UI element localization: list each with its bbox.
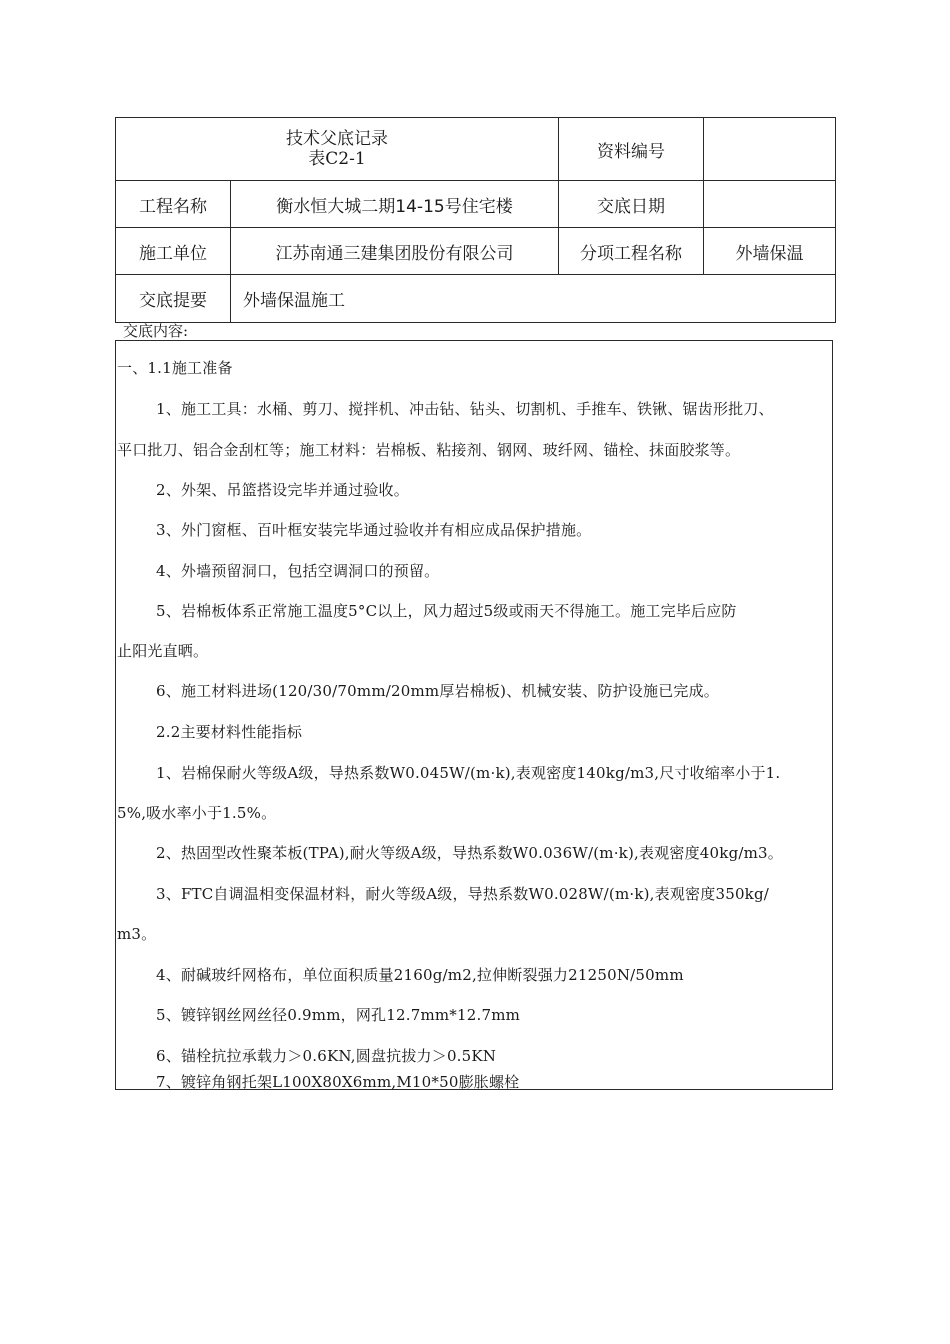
content-line: 1、岩棉保耐火等级A级，导热系数W0.045W/(m·k),表观密度140kg/m3,尺寸收缩率小于1. <box>156 764 781 782</box>
content-line: 2、热固型改性聚苯板(TPA),耐火等级A级，导热系数W0.036W/(m·k),表观密度40kg/m3。 <box>156 844 783 862</box>
project-value: 衡水恒大城二期14-15号住宅楼 <box>231 181 559 228</box>
content-line: 7、镀锌角钢托架L100X80X6mm,M10*50膨胀螺栓 <box>156 1073 520 1091</box>
content-line: 4、耐碱玻纤网格布，单位面积质量2160g/m2,拉伸断裂强力21250N/50mm <box>156 966 684 984</box>
content-line: 1、施工工具：水桶、剪刀、搅拌机、冲击钻、钻头、切割机、手推车、铁锹、锯齿形批刀、 <box>156 400 774 418</box>
record-title-line2: 表C2-1 <box>308 149 366 169</box>
record-title-line1: 技术父底记录 <box>286 129 388 149</box>
content-line: 2.2主要材料性能指标 <box>156 723 303 741</box>
sub-project-value: 外墙保温 <box>704 228 836 275</box>
content-body <box>115 340 833 1090</box>
content-label: 交底内容: <box>123 322 189 340</box>
summary-value: 外墙保温施工 <box>231 275 836 323</box>
content-line: 3、FTC自调温相变保温材料，耐火等级A级，导热系数W0.028W/(m·k),表观密度350kg/ <box>156 885 770 903</box>
unit-label: 施工单位 <box>116 228 231 275</box>
sub-project-label: 分项工程名称 <box>559 228 704 275</box>
header-table <box>115 117 836 323</box>
content-line: 5、岩棉板体系正常施工温度5°C以上，风力超过5级或雨天不得施工。施工完毕后应防 <box>156 602 737 620</box>
content-line: 2、外架、吊篮搭设完毕并通过验收。 <box>156 481 409 499</box>
content-line: m3。 <box>117 925 157 943</box>
content-line: 4、外墙预留洞口，包括空调洞口的预留。 <box>156 562 440 580</box>
content-line: 一、1.1施工准备 <box>117 359 233 377</box>
content-line: 5%,吸水率小于1.5%。 <box>117 804 277 822</box>
content-line: 3、外门窗框、百叶框安装完毕通过验收并有相应成品保护措施。 <box>156 521 592 539</box>
date-value <box>704 181 836 228</box>
doc-no-value <box>704 118 836 181</box>
content-line: 6、锚栓抗拉承载力＞0.6KN,圆盘抗拔力＞0.5KN <box>156 1047 497 1065</box>
content-line: 平口批刀、铝合金刮杠等；施工材料：岩棉板、粘接剂、钢网、玻纤网、锚栓、抹面胶浆等。 <box>117 441 741 459</box>
summary-label: 交底提要 <box>116 275 231 323</box>
content-line: 止阳光直晒。 <box>117 642 209 660</box>
date-label: 交底日期 <box>559 181 704 228</box>
record-title <box>116 118 559 181</box>
content-line: 5、镀锌钢丝网丝径0.9mm，网孔12.7mm*12.7mm <box>156 1006 521 1024</box>
project-label: 工程名称 <box>116 181 231 228</box>
doc-no-label: 资料编号 <box>559 118 704 181</box>
content-line: 6、施工材料进场(120/30/70mm/20mm厚岩棉板)、机械安装、防护设施已完成。 <box>156 682 719 700</box>
unit-value: 江苏南通三建集团股份有限公司 <box>231 228 559 275</box>
